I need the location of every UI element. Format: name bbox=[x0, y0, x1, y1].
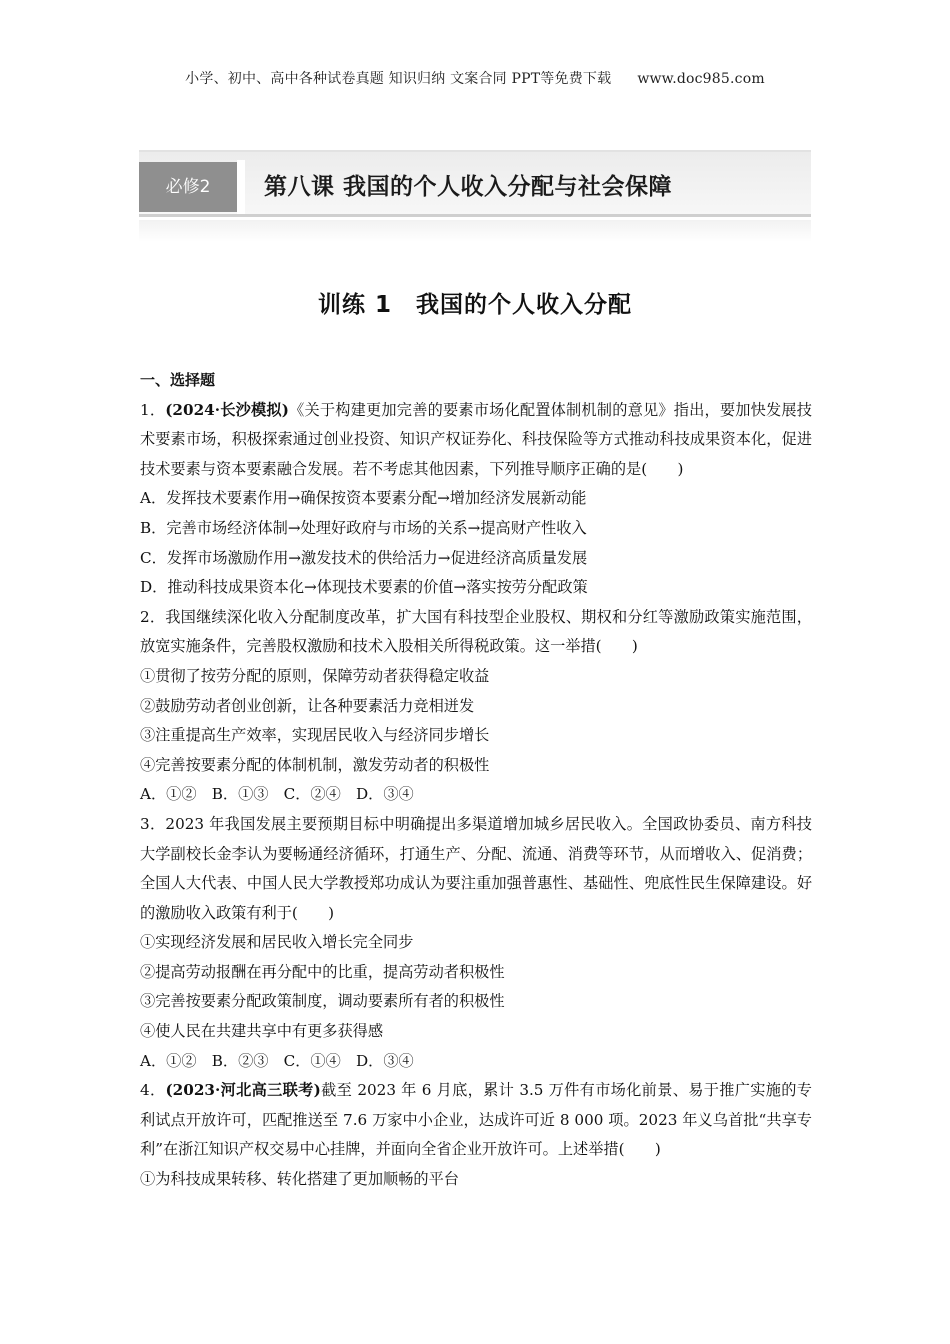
question-3-stem bbox=[140, 810, 812, 928]
banner-shadow bbox=[139, 220, 811, 242]
statement-item: ②提高劳动报酬在再分配中的比重，提高劳动者积极性 bbox=[140, 962, 505, 981]
statement-item: ③注重提高生产效率，实现居民收入与经济同步增长 bbox=[140, 726, 490, 745]
statement-item: ①贯彻了按劳分配的原则，保障劳动者获得稳定收益 bbox=[140, 666, 490, 685]
banner-divider bbox=[237, 160, 245, 214]
statement-item: ④使人民在共建共享中有更多获得感 bbox=[140, 1022, 383, 1041]
header-text: 小学、初中、高中各种试卷真题 知识归纳 文案合同 PPT等免费下载 bbox=[185, 71, 612, 87]
question-content bbox=[140, 366, 812, 1195]
chapter-title: 第八课 我国的个人收入分配与社会保障 bbox=[264, 174, 673, 200]
question-source: (2023·河北高三联考) bbox=[165, 1081, 321, 1100]
answer-choices: A．①② B．②③ C．①④ D．③④ bbox=[140, 1051, 414, 1070]
question-2-stem bbox=[140, 603, 812, 662]
question-text: 2023 年我国发展主要预期目标中明确提出多渠道增加城乡居民收入。全国政协委员、南方科技大学副校长金李认为要畅通经济循环，打通生产、分配、流通、消费等环节，从而增收入、促消费；全国人大代表、中国人民大学教授郑功成认为要注重加强普惠性、基础性、兜底性民生保障建设。好的激励收入政策有利于( ) bbox=[140, 814, 812, 922]
question-number: 4． bbox=[140, 1081, 166, 1100]
question-number: 2． bbox=[140, 607, 166, 626]
question-text: 我国继续深化收入分配制度改革，扩大国有科技型企业股权、期权和分红等激励政策实施范围，放宽实施条件，完善股权激励和技术入股相关所得税政策。这一举措( ) bbox=[140, 607, 812, 656]
part-heading: 一、选择题 bbox=[140, 371, 216, 389]
question-source: (2024·长沙模拟) bbox=[165, 400, 289, 419]
question-4-stem bbox=[140, 1076, 812, 1165]
question-text: 截至 2023 年 6 月底，累计 3.5 万件有市场化前景、易于推广实施的专利试点开放许可，匹配推送至 7.6 万家中小企业，达成许可近 8 000 项。2023 年义乌首批“共享专利”在浙江知识产权交易中心挂牌，并面向全省企业开放许可。上述举措( ) bbox=[140, 1081, 812, 1159]
question-number: 1． bbox=[140, 400, 166, 419]
option-c: C．发挥市场激励作用→激发技术的供给活力→促进经济高质量发展 bbox=[140, 548, 588, 567]
question-number: 3． bbox=[140, 814, 166, 833]
statement-item: ①为科技成果转移、转化搭建了更加顺畅的平台 bbox=[140, 1170, 459, 1189]
statement-item: ④完善按要素分配的体制机制，激发劳动者的积极性 bbox=[140, 755, 490, 774]
statement-item: ②鼓励劳动者创业创新，让各种要素活力竞相迸发 bbox=[140, 696, 475, 715]
statement-item: ①实现经济发展和居民收入增长完全同步 bbox=[140, 933, 414, 952]
question-1-stem bbox=[140, 396, 812, 485]
option-b: B．完善市场经济体制→处理好政府与市场的关系→提高财产性收入 bbox=[140, 518, 587, 537]
answer-choices: A．①② B．①③ C．②④ D．③④ bbox=[140, 785, 414, 804]
section-title: 训练 1 我国的个人收入分配 bbox=[317, 292, 632, 318]
option-d: D．推动科技成果资本化→体现技术要素的价值→落实按劳分配政策 bbox=[140, 578, 588, 597]
question-text: 《关于构建更加完善的要素市场化配置体制机制的意见》指出，要加快发展技术要素市场，积极探索通过创业投资、知识产权证券化、科技保险等方式推动科技成果资本化，促进技术要素与资本要素融合发展。若不考虑其他因素，下列推导顺序正确的是( ) bbox=[140, 400, 812, 478]
statement-item: ③完善按要素分配政策制度，调动要素所有者的积极性 bbox=[140, 992, 505, 1011]
page-header bbox=[0, 68, 950, 88]
header-site[interactable]: www.doc985.com bbox=[637, 71, 765, 87]
banner-label: 必修2 bbox=[139, 162, 237, 212]
option-a: A．发挥技术要素作用→确保按资本要素分配→增加经济发展新动能 bbox=[140, 489, 587, 508]
